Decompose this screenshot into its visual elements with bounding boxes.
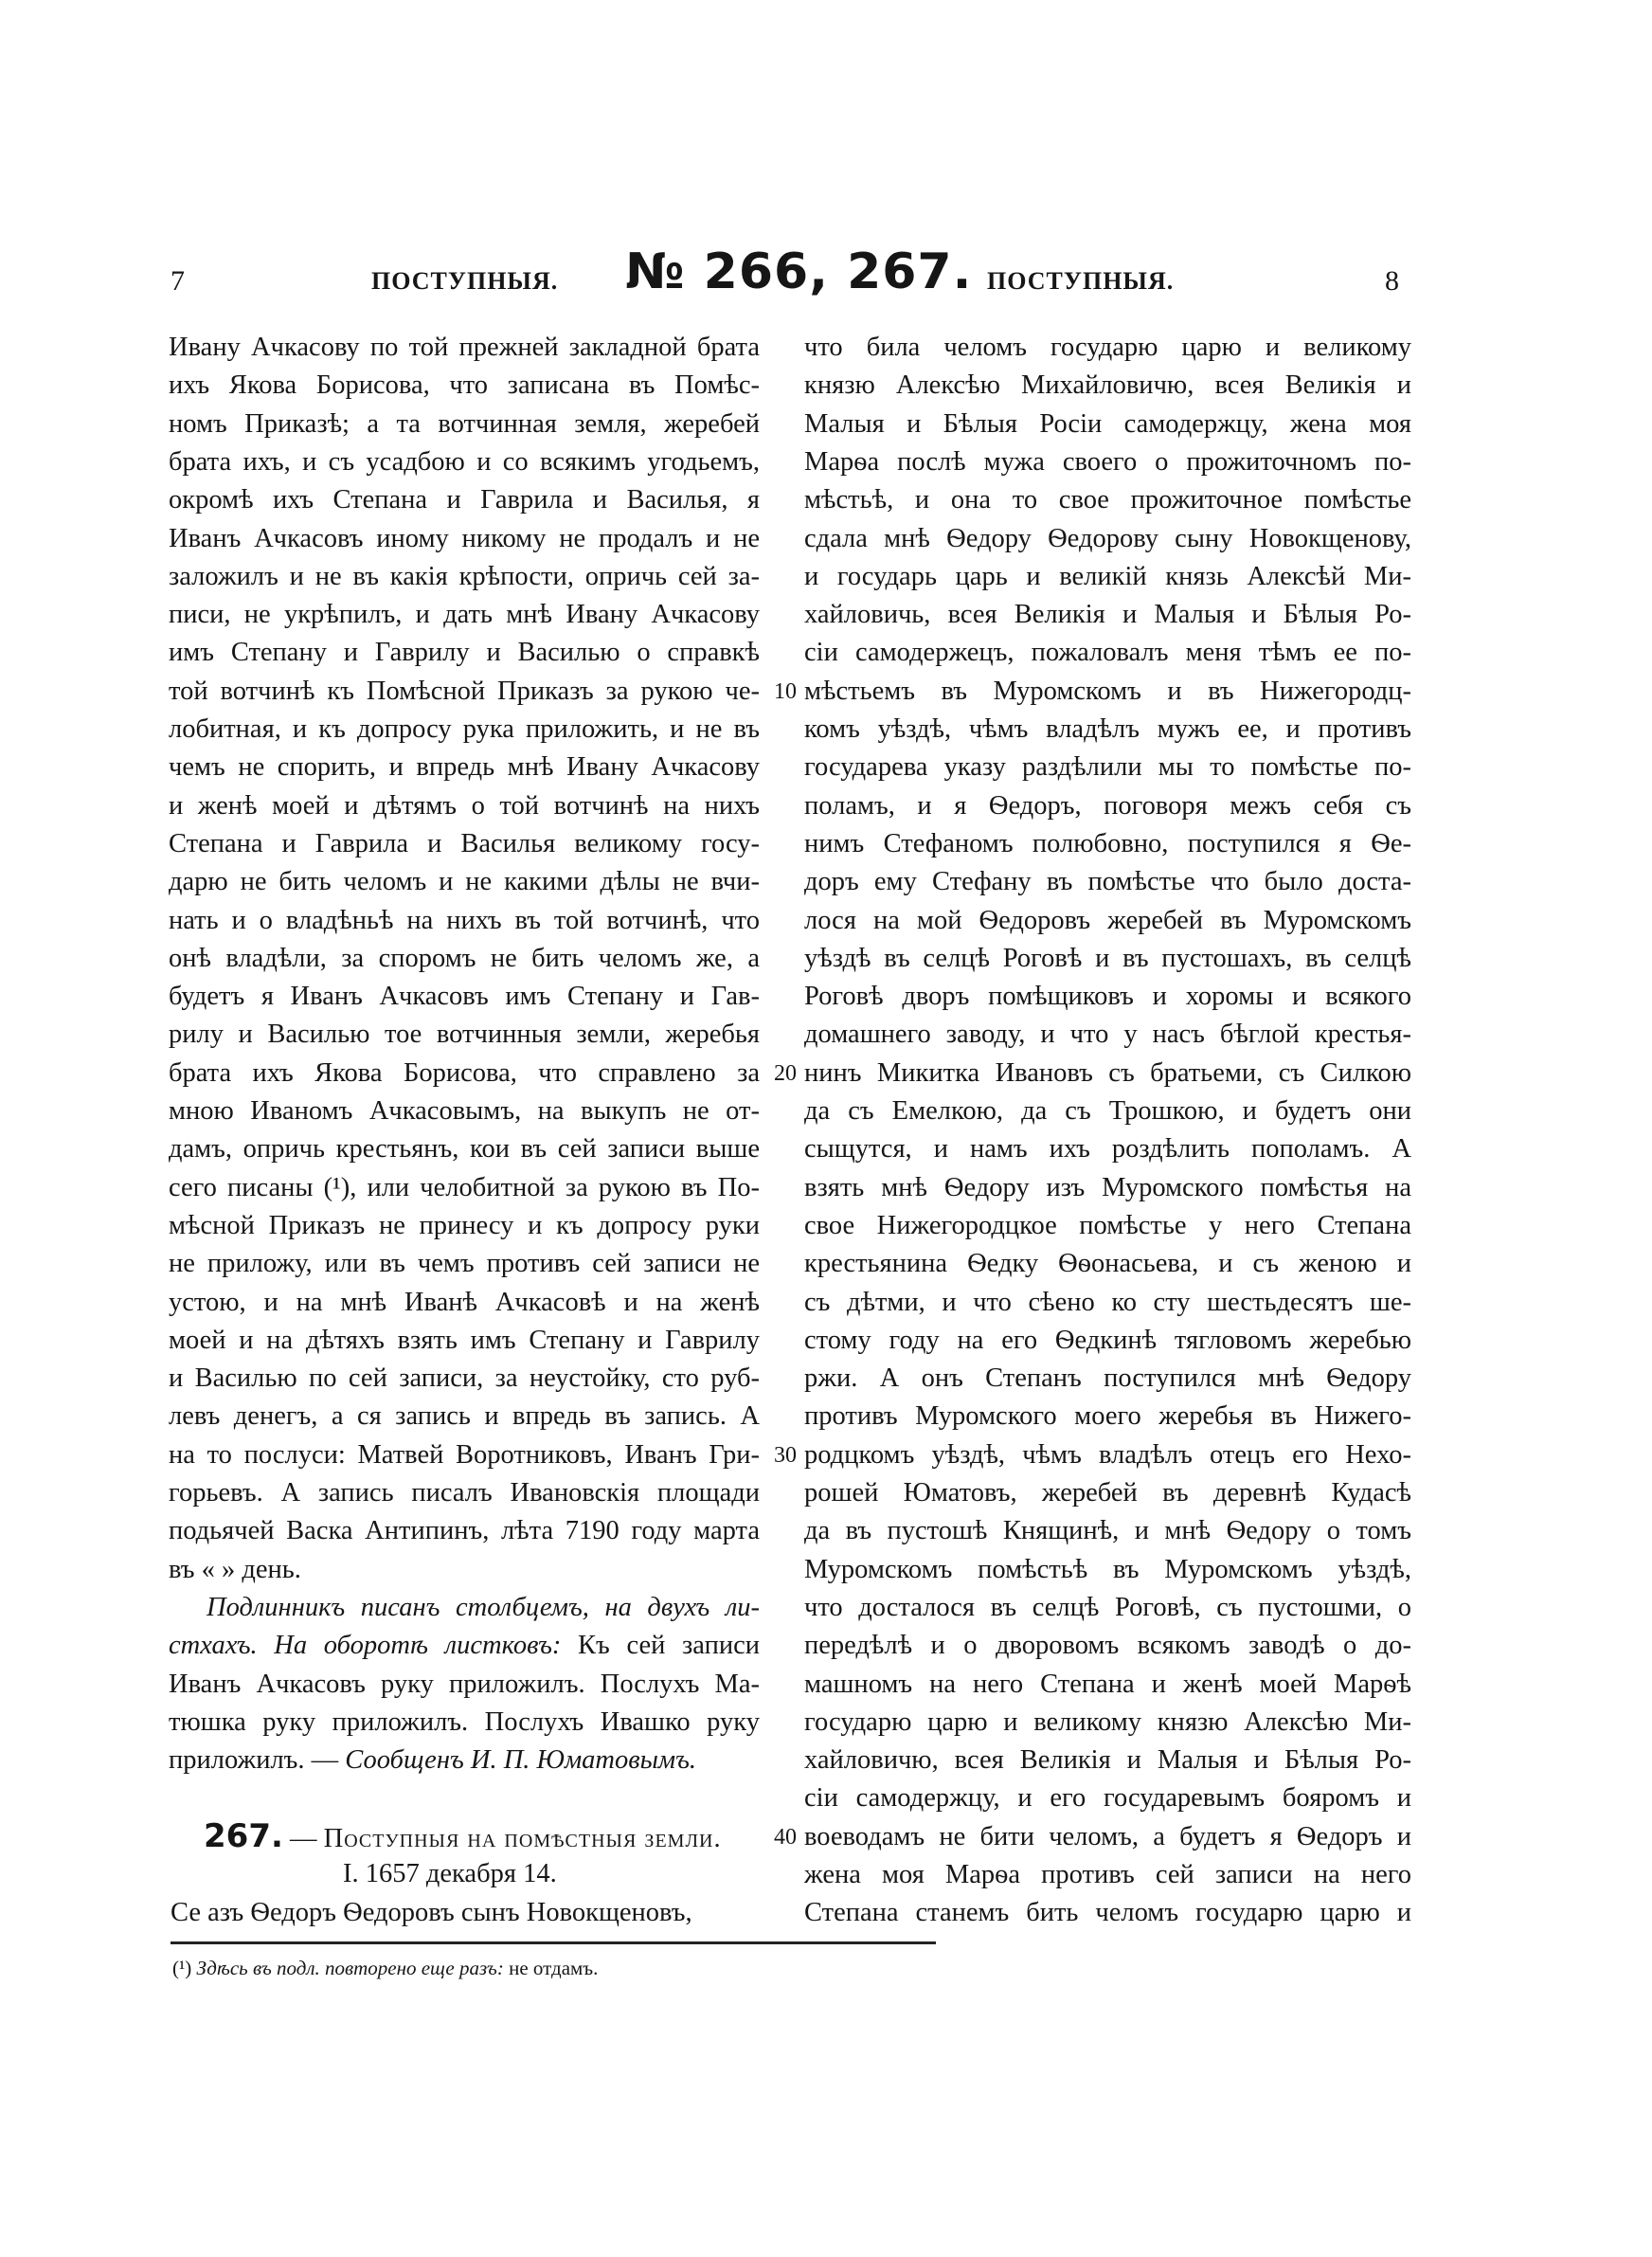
text-line: что била челомъ государю царю и великому (804, 333, 1411, 362)
text-line: хайловичю, всея Великiя и Малыя и Бѣлыя Ро- (804, 1745, 1411, 1776)
line-number: 30 (774, 1442, 797, 1468)
footnote-rule (171, 1941, 936, 1944)
page-number-right: 8 (1385, 265, 1399, 297)
text-line: и женѣ моей и дѣтямъ о той вотчинѣ на нихъ (169, 790, 760, 821)
text-line: государева указу раздѣлили мы то помѣстье по- (804, 752, 1411, 783)
text-line: взять мнѣ Ѳедору изъ Муромского помѣстья на (804, 1172, 1411, 1202)
text-line: брата ихъ, и съ усадбою и со всякимъ угодьемъ, (169, 446, 760, 477)
text-line: моей и на дѣтяхъ взять имъ Степану и Гаврилу (169, 1325, 760, 1355)
line-number: 20 (774, 1060, 797, 1086)
text-line: рилу и Василью тое вотчинныя земли, жеребья (169, 1020, 760, 1050)
text-line: брата ихъ Якова Борисова, что справлено за (169, 1057, 760, 1088)
text-line: мною Иваномъ Ачкасовымъ, на выкупъ не от- (169, 1096, 760, 1126)
text-line: и Василью по сей записи, за неустойку, сто руб- (169, 1363, 760, 1394)
text-line: не приложу, или въ чемъ противъ сей записи не (169, 1249, 760, 1279)
section-number: 267. (204, 1817, 283, 1855)
document-numbers-heading: № 266, 267. (625, 244, 973, 300)
text-line: подьячей Васка Антипинъ, лѣта 7190 году марта (169, 1516, 760, 1546)
text: тюшка руку приложилъ. Послухъ Ивашко руку (169, 1706, 760, 1737)
note-line (169, 1704, 760, 1742)
text-line: Степана станемъ бить челомъ государю царю и (804, 1898, 1411, 1928)
text-line: горьевъ. А запись писалъ Ивановскiя площади (169, 1478, 760, 1508)
text-line: на то послуси: Матвей Воротниковъ, Иванъ Гри- (169, 1439, 760, 1470)
text-line: онѣ владѣли, за споромъ не бить челомъ же, а (169, 943, 760, 973)
text-line: въ « » день. (169, 1554, 301, 1584)
text-line: домашнего заводу, и что у насъ бѣглой крестья- (804, 1020, 1411, 1050)
text-line: окромѣ ихъ Степана и Гаврила и Василья, я (169, 485, 760, 515)
text-line: имъ Степану и Гаврилу и Василью о справкѣ (169, 638, 760, 668)
text-line: поламъ, и я Ѳедоръ, поговоря межъ себя съ (804, 790, 1411, 821)
italic-text: Сообщенъ И. П. Юматовымъ. (345, 1745, 697, 1776)
footnote-text: не отдамъ. (509, 1957, 599, 1979)
text-line: сiи самодержцу, и его государевымъ бояромъ и (804, 1783, 1411, 1814)
text-line: Роговѣ дворъ помѣщиковъ и хоромы и всякого (804, 982, 1411, 1012)
text-line: государю царю и великому князю Алексѣю Ми- (804, 1706, 1411, 1737)
text-line: хайловичь, всея Великiя и Малыя и Бѣлыя Ро- (804, 600, 1411, 630)
note-line (206, 1589, 760, 1627)
text-line: машномъ на него Степана и женѣ моей Марѳѣ (804, 1669, 1411, 1699)
text-line: передѣлѣ и о дворовомъ всякомъ заводѣ о до- (804, 1631, 1411, 1661)
text-line: рошей Юматовъ, жеребей въ деревнѣ Кудасѣ (804, 1478, 1411, 1508)
running-head-left: ПОСТУПНЫЯ. (371, 267, 559, 295)
text: Иванъ Ачкасовъ руку приложилъ. Послухъ Ма- (169, 1669, 760, 1699)
text-line: съ дѣтми, и что сѣено ко сту шестьдесятъ ше- (804, 1287, 1411, 1317)
text-line: мѣстьѣ, и она то свое прожиточное помѣстье (804, 485, 1411, 515)
text-line: Муромскомъ помѣстьѣ въ Муромскомъ уѣздѣ, (804, 1554, 1411, 1584)
text-line: что досталося въ селцѣ Роговѣ, съ пустошми, о (804, 1592, 1411, 1622)
text-line: заложилъ и не въ какiя крѣпости, опричь сей за- (169, 561, 760, 591)
text-line: ихъ Якова Борисова, что записана въ Помѣс- (169, 370, 760, 401)
text-line: левъ денегъ, а ся запись и впредь въ запись. А (169, 1401, 760, 1432)
text-line: да въ пустошѣ Княщинѣ, и мнѣ Ѳедору о томъ (804, 1516, 1411, 1546)
text-line: свое Нижегородцкое помѣстье у него Степана (804, 1210, 1411, 1240)
text-line: чемъ не спорить, и впредь мнѣ Ивану Ачкасову (169, 752, 760, 783)
text-line: Малыя и Бѣлыя Росiи самодержцу, жена моя (804, 408, 1411, 439)
italic-text: стхахъ. На оборотѣ листковъ: (169, 1631, 562, 1661)
text-line: стому году на его Ѳедкинѣ тягловомъ жеребью (804, 1325, 1411, 1355)
note-line (169, 1627, 760, 1665)
text-line: нать и о владѣньѣ на нихъ въ той вотчинѣ, что (169, 905, 760, 935)
text-line: воеводамъ не бити челомъ, а будетъ я Ѳедоръ и (804, 1821, 1411, 1851)
text-line: нинъ Микитка Ивановъ съ братьеми, съ Силкою (804, 1057, 1411, 1088)
text-line: нимъ Стефаномъ полюбовно, поступился я Ѳе- (804, 828, 1411, 858)
text-line: жена моя Марѳа противъ сей записи на него (804, 1860, 1411, 1889)
italic-text: Подлинникъ писанъ столбцемъ, на двухъ ли- (206, 1592, 760, 1622)
line-number: 10 (774, 678, 797, 704)
text-line: лося на мой Ѳедоровъ жеребей въ Муромскомъ (804, 905, 1411, 935)
text-line: дарю не бить челомъ и не какими дѣлы не вчи- (169, 867, 760, 897)
text-line: писи, не укрѣпилъ, и дать мнѣ Ивану Ачкасову (169, 600, 760, 630)
text-line: Иванъ Ачкасовъ иному никому не продалъ и не (169, 523, 760, 553)
text-line: сыщутся, и намъ ихъ роздѣлить пополамъ. А (804, 1134, 1411, 1165)
text-line: сдала мнѣ Ѳедору Ѳедорову сыну Новокщенову, (804, 523, 1411, 553)
text-line: Ивану Ачкасову по той прежней закладной брата (169, 333, 760, 362)
text-line: мѣсной Приказъ не принесу и къ допросу руки (169, 1210, 760, 1240)
page-number-left: 7 (171, 265, 185, 297)
text-line: мѣстьемъ въ Муромскомъ и въ Нижегородц- (804, 676, 1411, 706)
text-line: и государь царь и великiй князь Алексѣй Ми- (804, 561, 1411, 591)
note-line (169, 1666, 760, 1704)
footnote (172, 1954, 598, 1982)
text: Къ сей записи (561, 1631, 760, 1661)
section-date: I. 1657 декабря 14. (343, 1859, 557, 1888)
text-line: ржи. А онъ Степанъ поступился мнѣ Ѳедору (804, 1363, 1411, 1394)
text-line: лобитная, и къ допросу рука приложить, и не въ (169, 714, 760, 744)
text-line: номъ Приказѣ; а та вотчинная земля, жеребей (169, 408, 760, 439)
text-line: противъ Муромского моего жеребья въ Нижего- (804, 1401, 1411, 1432)
section-title: Поступныя на помѣстныя земли. (323, 1824, 722, 1853)
text-line: устою, и на мнѣ Иванѣ Ачкасовѣ и на женѣ (169, 1287, 760, 1317)
text-line: родцкомъ уѣздѣ, чѣмъ владѣлъ отецъ его Нехо- (804, 1439, 1411, 1470)
text-line: той вотчинѣ къ Помѣсной Приказъ за рукою че- (169, 676, 760, 706)
text: приложилъ. — (169, 1745, 346, 1776)
text-line: сего писаны (¹), или челобитной за рукою въ По- (169, 1172, 760, 1202)
text-line: Степана и Гаврила и Василья великому госу- (169, 828, 760, 858)
section-dash: — (290, 1824, 317, 1853)
footnote-italic-text: Здѣсь въ подл. повторено еще разъ: (196, 1957, 504, 1979)
running-head-right: ПОСТУПНЫЯ. (987, 267, 1175, 295)
text-line: доръ ему Стефану въ помѣстье что было доста- (804, 867, 1411, 897)
section-first-line: Се азъ Ѳедоръ Ѳедоровъ сынъ Новокщеновъ, (171, 1898, 692, 1927)
text-line: комъ уѣздѣ, чѣмъ владѣлъ мужъ ее, и противъ (804, 714, 1411, 744)
text-line: будетъ я Иванъ Ачкасовъ имъ Степану и Гав- (169, 982, 760, 1012)
text-line: дамъ, опричь крестьянъ, кои въ сей записи выше (169, 1134, 760, 1165)
text-line: Марѳа послѣ мужа своего о прожиточномъ по- (804, 446, 1411, 477)
footnote-marker: (¹) (172, 1957, 192, 1979)
text-line: крестьянина Ѳедку Ѳѳонасьева, и съ женою и (804, 1249, 1411, 1279)
text-line: уѣздѣ въ селцѣ Роговѣ и въ пустошахъ, въ селцѣ (804, 943, 1411, 973)
note-line (169, 1742, 760, 1779)
section-267-heading (204, 1817, 722, 1858)
text-line: князю Алексѣю Михайловичю, всея Великiя и (804, 370, 1411, 401)
text-line: да съ Емелкою, да съ Трошкою, и будетъ они (804, 1096, 1411, 1126)
line-number: 40 (774, 1824, 797, 1850)
text-line: сiи самодержецъ, пожаловалъ меня тѣмъ ее по- (804, 638, 1411, 668)
